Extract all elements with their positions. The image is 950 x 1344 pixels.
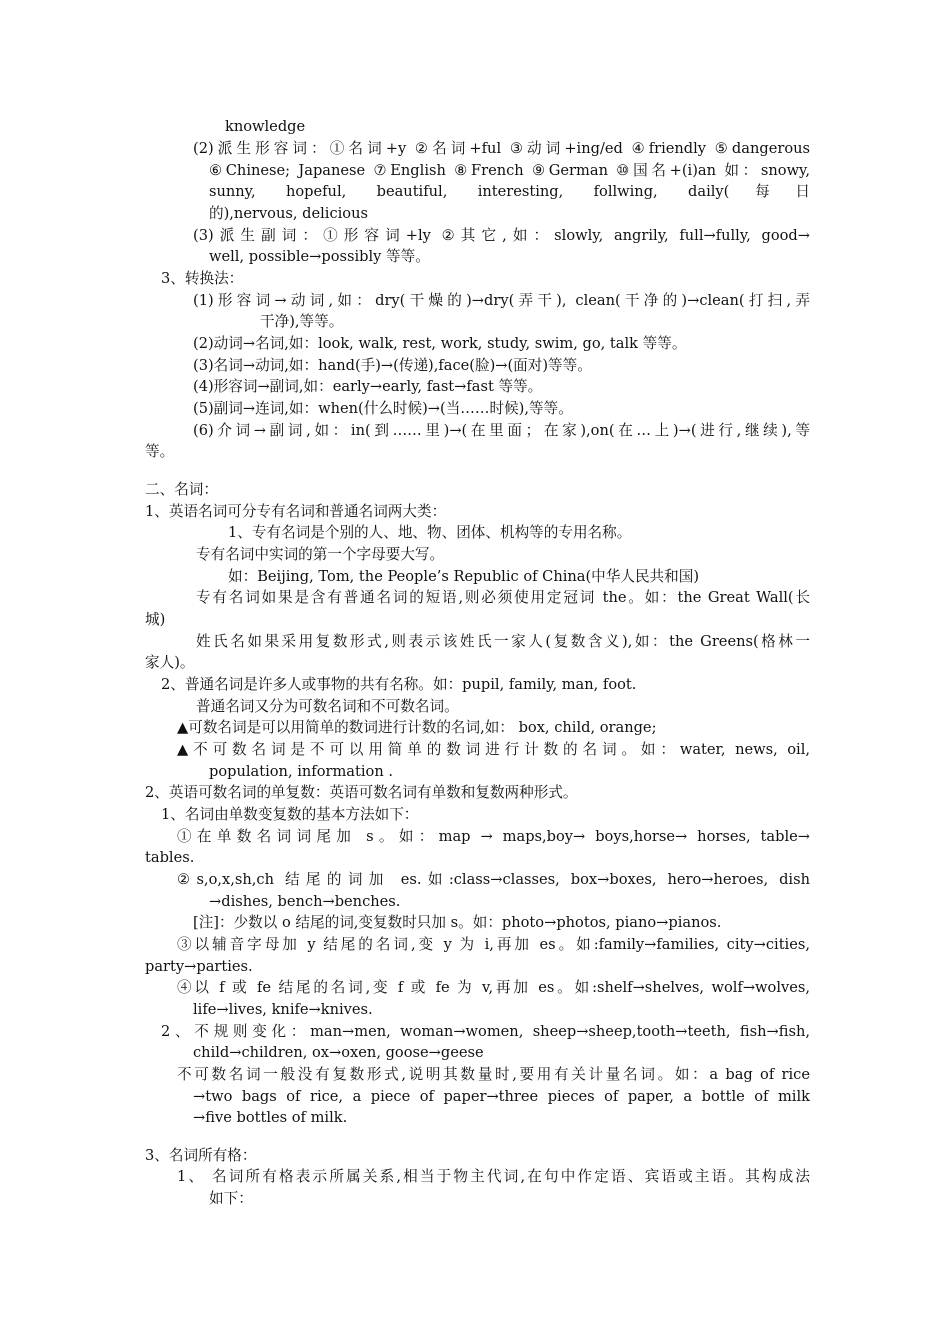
text-line: (2)动词→名词,如：look, walk, rest, work, study, swim, go, talk 等等。 xyxy=(193,335,687,352)
text-line: ③以辅音字母加 y 结尾的名词,变 y 为 i,再加 es。如:family→families, city→cities, xyxy=(177,936,810,953)
text-line: 二、名词： xyxy=(145,481,218,498)
text-line: [注]：少数以 o 结尾的词,变复数时只加 s。如：photo→photos, piano→pianos. xyxy=(193,914,722,931)
text-line: child→children, ox→oxen, goose→geese xyxy=(193,1044,484,1061)
text-line: 2、普通名词是许多人或事物的共有名称。如：pupil, family, man, foot. xyxy=(161,676,637,693)
text-line: 等。 xyxy=(145,443,175,460)
text-line: 2、不规则变化：man→men, woman→women, sheep→sheep,tooth→teeth, fish→fish, xyxy=(161,1023,810,1040)
text-line: (4)形容词→副词,如：early→early, fast→fast 等等。 xyxy=(193,378,543,395)
text-line: (2)派生形容词：①名词+y ②名词+ful ③动词+ing/ed ④friendly ⑤dangerous xyxy=(193,140,810,157)
text-line: 1、英语名词可分专有名词和普通名词两大类： xyxy=(145,503,447,520)
text-line: (3)名词→动词,如：hand(手)→(传递),face(脸)→(面对)等等。 xyxy=(193,357,592,374)
text-line: (1)形容词→动词,如：dry(干燥的)→dry(弄干), clean(干净的)→clean(打扫,弄 xyxy=(193,292,810,309)
text-line: ①在单数名词词尾加 s。如：map → maps,boy→ boys,horse→ horses, table→ xyxy=(177,828,810,845)
text-line: 姓氏名如果采用复数形式,则表示该姓氏一家人(复数含义),如：the Greens(格林一 xyxy=(196,633,810,650)
text-line: 城) xyxy=(145,611,166,628)
text-line: 1、专有名词是个别的人、地、物、团体、机构等的专用名称。 xyxy=(228,524,632,541)
text-line: party→parties. xyxy=(145,958,253,975)
text-line: 家人)。 xyxy=(145,654,195,671)
text-line: ▲可数名词是可以用简单的数词进行计数的名词,如： box, child, orange; xyxy=(177,719,657,736)
text-line: 2、英语可数名词的单复数：英语可数名词有单数和复数两种形式。 xyxy=(145,784,578,801)
text-line: ②s,o,x,sh,ch 结尾的词加 es.如:class→classes, box→boxes, hero→heroes, dish xyxy=(177,871,810,888)
text-line: 3、名词所有格： xyxy=(145,1147,257,1164)
text-line: (6)介词→副词,如：in(到……里)→(在里面；在家),on(在…上)→(进行,继续),等 xyxy=(193,422,810,439)
text-line: ▲不可数名词是不可以用简单的数词进行计数的名词。如：water, news, oil, xyxy=(177,741,810,758)
text-line: 3、转换法： xyxy=(161,270,244,287)
text-line: ⑥Chinese; Japanese ⑦English ⑧French ⑨German ⑩国名+(i)an 如：snowy, xyxy=(209,162,811,179)
text-line: 如下： xyxy=(209,1190,253,1207)
text-line: ④以 f 或 fe 结尾的名词,变 f 或 fe 为 v,再加 es。如:shelf→shelves, wolf→wolves, xyxy=(177,979,810,996)
text-line: 的),nervous, delicious xyxy=(209,205,368,222)
text-line: →dishes, bench→benches. xyxy=(209,893,401,910)
text-line: 1、名词由单数变复数的基本方法如下： xyxy=(161,806,419,823)
text-line: →two bags of rice, a piece of paper→three pieces of paper, a bottle of milk xyxy=(193,1088,810,1105)
text-line: knowledge xyxy=(225,118,306,135)
text-line: 不可数名词一般没有复数形式,说明其数量时,要用有关计量名词。如：a bag of rice xyxy=(177,1066,810,1083)
text-line: (5)副词→连词,如：when(什么时候)→(当……时候),等等。 xyxy=(193,400,573,417)
text-line: 1、 名词所有格表示所属关系,相当于物主代词,在句中作定语、宾语或主语。其构成法 xyxy=(177,1168,810,1185)
text-line: 干净),等等。 xyxy=(260,313,344,330)
text-line: well, possible→possibly 等等。 xyxy=(209,248,430,265)
text-line: 如：Beijing, Tom, the People’s Republic of China(中华人民共和国) xyxy=(228,568,700,585)
text-line: 专有名词中实词的第一个字母要大写。 xyxy=(196,546,445,563)
text-line: 普通名词又分为可数名词和不可数名词。 xyxy=(196,698,459,715)
text-line: 专有名词如果是含有普通名词的短语,则必须使用定冠词 the。如：the Great Wall(长 xyxy=(196,589,810,606)
text-line: →five bottles of milk. xyxy=(193,1109,348,1126)
text-line: (3)派生副词：①形容词+ly ②其它,如：slowly, angrily, full→fully, good→ xyxy=(193,227,810,244)
text-line: tables. xyxy=(145,849,195,866)
text-line: sunny, hopeful, beautiful, interesting, follwing, daily(每日 xyxy=(209,183,810,200)
text-line: population, information . xyxy=(209,763,393,780)
text-line: life→lives, knife→knives. xyxy=(193,1001,373,1018)
